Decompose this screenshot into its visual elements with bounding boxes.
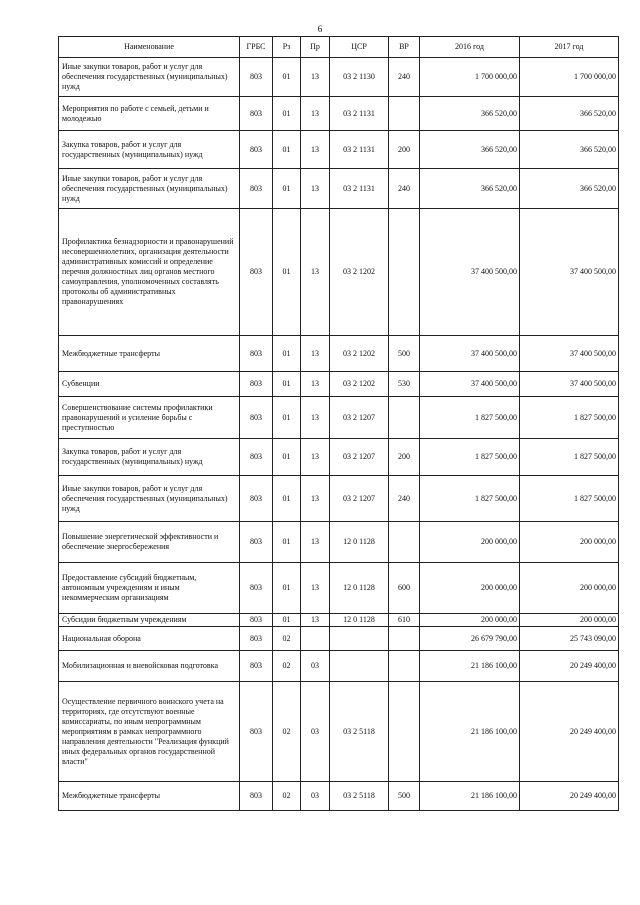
cell-grbs: 803: [240, 397, 273, 439]
cell-name: Межбюджетные трансферты: [59, 336, 240, 372]
cell-name: Субсидии бюджетным учреждениям: [59, 614, 240, 627]
cell-rz: 01: [273, 372, 301, 397]
table-header-row: [59, 37, 619, 58]
cell-csr: 03 2 1130: [330, 58, 389, 97]
cell-csr: 03 2 1202: [330, 336, 389, 372]
cell-2017: 1 827 500,00: [520, 397, 619, 439]
cell-pr: 13: [301, 169, 330, 209]
header-2016: 2016 год: [420, 37, 520, 58]
cell-pr: 13: [301, 563, 330, 614]
cell-2016: 200 000,00: [420, 614, 520, 627]
cell-rz: 01: [273, 397, 301, 439]
cell-grbs: 803: [240, 651, 273, 682]
cell-pr: 13: [301, 131, 330, 169]
cell-vr: [389, 651, 420, 682]
header-rz: Рз: [273, 37, 301, 58]
cell-grbs: 803: [240, 522, 273, 563]
cell-name: Предоставление субсидий бюджетным, автономным учреждениям и иным некоммерческим организациям: [59, 563, 240, 614]
cell-2016: 366 520,00: [420, 131, 520, 169]
cell-2017: 1 827 500,00: [520, 439, 619, 476]
cell-2016: 26 679 790,00: [420, 627, 520, 651]
cell-csr: 03 2 1202: [330, 372, 389, 397]
cell-csr: 03 2 1207: [330, 397, 389, 439]
cell-rz: 01: [273, 209, 301, 336]
page-number: 6: [317, 24, 323, 34]
cell-pr: 13: [301, 58, 330, 97]
cell-2017: 20 249 400,00: [520, 782, 619, 811]
cell-2016: 1 700 000,00: [420, 58, 520, 97]
header-grbs: ГРБС: [240, 37, 273, 58]
table-row: [59, 682, 619, 782]
cell-rz: 02: [273, 627, 301, 651]
table-row: [59, 209, 619, 336]
cell-2017: 37 400 500,00: [520, 209, 619, 336]
cell-csr: [330, 627, 389, 651]
cell-2016: 1 827 500,00: [420, 397, 520, 439]
cell-2016: 366 520,00: [420, 169, 520, 209]
budget-table: [58, 36, 619, 811]
cell-pr: 13: [301, 614, 330, 627]
cell-vr: [389, 522, 420, 563]
cell-2017: 200 000,00: [520, 522, 619, 563]
cell-csr: [330, 651, 389, 682]
cell-csr: 03 2 5118: [330, 782, 389, 811]
cell-pr: 13: [301, 336, 330, 372]
cell-2016: 200 000,00: [420, 522, 520, 563]
header-vr: ВР: [389, 37, 420, 58]
cell-2016: 21 186 100,00: [420, 782, 520, 811]
table-row: [59, 336, 619, 372]
cell-name: Иные закупки товаров, работ и услуг для обеспечения государственных (муниципальных) нужд: [59, 58, 240, 97]
table-row: [59, 476, 619, 522]
cell-2017: 1 827 500,00: [520, 476, 619, 522]
cell-vr: [389, 209, 420, 336]
cell-2017: 200 000,00: [520, 614, 619, 627]
cell-csr: 12 0 1128: [330, 614, 389, 627]
cell-grbs: 803: [240, 782, 273, 811]
cell-2016: 37 400 500,00: [420, 336, 520, 372]
cell-pr: 03: [301, 651, 330, 682]
cell-pr: 13: [301, 372, 330, 397]
cell-csr: 03 2 1207: [330, 439, 389, 476]
header-name: Наименование: [59, 37, 240, 58]
cell-vr: 240: [389, 169, 420, 209]
cell-vr: 530: [389, 372, 420, 397]
cell-name: Субвенции: [59, 372, 240, 397]
cell-rz: 01: [273, 97, 301, 131]
cell-vr: 600: [389, 563, 420, 614]
cell-rz: 01: [273, 439, 301, 476]
cell-rz: 02: [273, 682, 301, 782]
header-pr: Пр: [301, 37, 330, 58]
table-row: [59, 131, 619, 169]
table-row: [59, 169, 619, 209]
cell-grbs: 803: [240, 563, 273, 614]
cell-grbs: 803: [240, 439, 273, 476]
cell-2017: 200 000,00: [520, 563, 619, 614]
table-row: [59, 372, 619, 397]
cell-name: Закупка товаров, работ и услуг для государственных (муниципальных) нужд: [59, 131, 240, 169]
cell-2016: 37 400 500,00: [420, 372, 520, 397]
table-row: [59, 563, 619, 614]
cell-rz: 01: [273, 58, 301, 97]
cell-rz: 01: [273, 476, 301, 522]
cell-rz: 01: [273, 169, 301, 209]
cell-name: Закупка товаров, работ и услуг для государственных (муниципальных) нужд: [59, 439, 240, 476]
cell-name: Мероприятия по работе с семьей, детьми и молодежью: [59, 97, 240, 131]
table-row: [59, 627, 619, 651]
cell-name: Повышение энергетической эффективности и обеспечение энергосбережения: [59, 522, 240, 563]
cell-grbs: 803: [240, 169, 273, 209]
cell-name: Иные закупки товаров, работ и услуг для обеспечения государственных (муниципальных) нужд: [59, 169, 240, 209]
table-row: [59, 397, 619, 439]
cell-csr: 03 2 1131: [330, 131, 389, 169]
cell-csr: 12 0 1128: [330, 522, 389, 563]
cell-grbs: 803: [240, 131, 273, 169]
cell-rz: 01: [273, 563, 301, 614]
cell-pr: 13: [301, 97, 330, 131]
cell-vr: 240: [389, 476, 420, 522]
cell-name: Межбюджетные трансферты: [59, 782, 240, 811]
cell-csr: 03 2 1131: [330, 169, 389, 209]
cell-vr: 240: [389, 58, 420, 97]
cell-csr: 03 2 1202: [330, 209, 389, 336]
table-row: [59, 97, 619, 131]
cell-2017: 37 400 500,00: [520, 336, 619, 372]
cell-grbs: 803: [240, 476, 273, 522]
cell-pr: 13: [301, 522, 330, 563]
cell-2016: 1 827 500,00: [420, 476, 520, 522]
table-row: [59, 782, 619, 811]
cell-grbs: 803: [240, 627, 273, 651]
cell-rz: 01: [273, 522, 301, 563]
cell-2016: 200 000,00: [420, 563, 520, 614]
cell-2017: 20 249 400,00: [520, 651, 619, 682]
table-row: [59, 522, 619, 563]
cell-rz: 01: [273, 614, 301, 627]
cell-pr: 03: [301, 782, 330, 811]
cell-name: Иные закупки товаров, работ и услуг для обеспечения государственных (муниципальных) нужд: [59, 476, 240, 522]
cell-vr: 200: [389, 131, 420, 169]
cell-grbs: 803: [240, 682, 273, 782]
cell-2016: 37 400 500,00: [420, 209, 520, 336]
table-row: [59, 651, 619, 682]
cell-grbs: 803: [240, 336, 273, 372]
cell-pr: 13: [301, 209, 330, 336]
cell-name: Национальная оборона: [59, 627, 240, 651]
cell-vr: [389, 682, 420, 782]
cell-vr: [389, 627, 420, 651]
cell-pr: 13: [301, 476, 330, 522]
cell-pr: 13: [301, 439, 330, 476]
cell-pr: [301, 627, 330, 651]
cell-2016: 21 186 100,00: [420, 682, 520, 782]
cell-vr: [389, 97, 420, 131]
cell-rz: 01: [273, 131, 301, 169]
cell-vr: 500: [389, 336, 420, 372]
cell-2017: 25 743 090,00: [520, 627, 619, 651]
cell-vr: 500: [389, 782, 420, 811]
cell-2016: 1 827 500,00: [420, 439, 520, 476]
cell-rz: 01: [273, 336, 301, 372]
cell-2017: 366 520,00: [520, 97, 619, 131]
cell-rz: 02: [273, 782, 301, 811]
cell-name: Мобилизационная и вневойсковая подготовка: [59, 651, 240, 682]
cell-vr: 200: [389, 439, 420, 476]
cell-csr: 03 2 1131: [330, 97, 389, 131]
cell-2017: 37 400 500,00: [520, 372, 619, 397]
cell-pr: 13: [301, 397, 330, 439]
cell-grbs: 803: [240, 58, 273, 97]
cell-2017: 366 520,00: [520, 169, 619, 209]
cell-pr: 03: [301, 682, 330, 782]
table-body: [59, 58, 619, 811]
cell-grbs: 803: [240, 614, 273, 627]
cell-name: Совершенствование системы профилактики правонарушений и усиление борьбы с преступностью: [59, 397, 240, 439]
cell-2017: 1 700 000,00: [520, 58, 619, 97]
cell-csr: 03 2 1207: [330, 476, 389, 522]
table-row: [59, 58, 619, 97]
cell-csr: 12 0 1128: [330, 563, 389, 614]
cell-2016: 21 186 100,00: [420, 651, 520, 682]
cell-name: Осуществление первичного воинского учета на территориях, где отсутствуют военные комиссариаты, по иным непрограммным мероприятиям в рамках непрограммного направления деятельности "Реализация функций иных федеральных органов государственной власти": [59, 682, 240, 782]
cell-grbs: 803: [240, 372, 273, 397]
cell-2017: 366 520,00: [520, 131, 619, 169]
cell-vr: 610: [389, 614, 420, 627]
cell-vr: [389, 397, 420, 439]
header-csr: ЦСР: [330, 37, 389, 58]
cell-grbs: 803: [240, 97, 273, 131]
cell-name: Профилактика безнадзорности и правонарушений несовершеннолетних, организация деятельности административных комиссий и определение перечня должностных лиц органов местного самоуправления, уполномоченных составлять протоколы об административных правонарушениях: [59, 209, 240, 336]
cell-csr: 03 2 5118: [330, 682, 389, 782]
header-2017: 2017 год: [520, 37, 619, 58]
cell-2017: 20 249 400,00: [520, 682, 619, 782]
cell-grbs: 803: [240, 209, 273, 336]
cell-rz: 02: [273, 651, 301, 682]
table-row: [59, 614, 619, 627]
table-row: [59, 439, 619, 476]
cell-2016: 366 520,00: [420, 97, 520, 131]
